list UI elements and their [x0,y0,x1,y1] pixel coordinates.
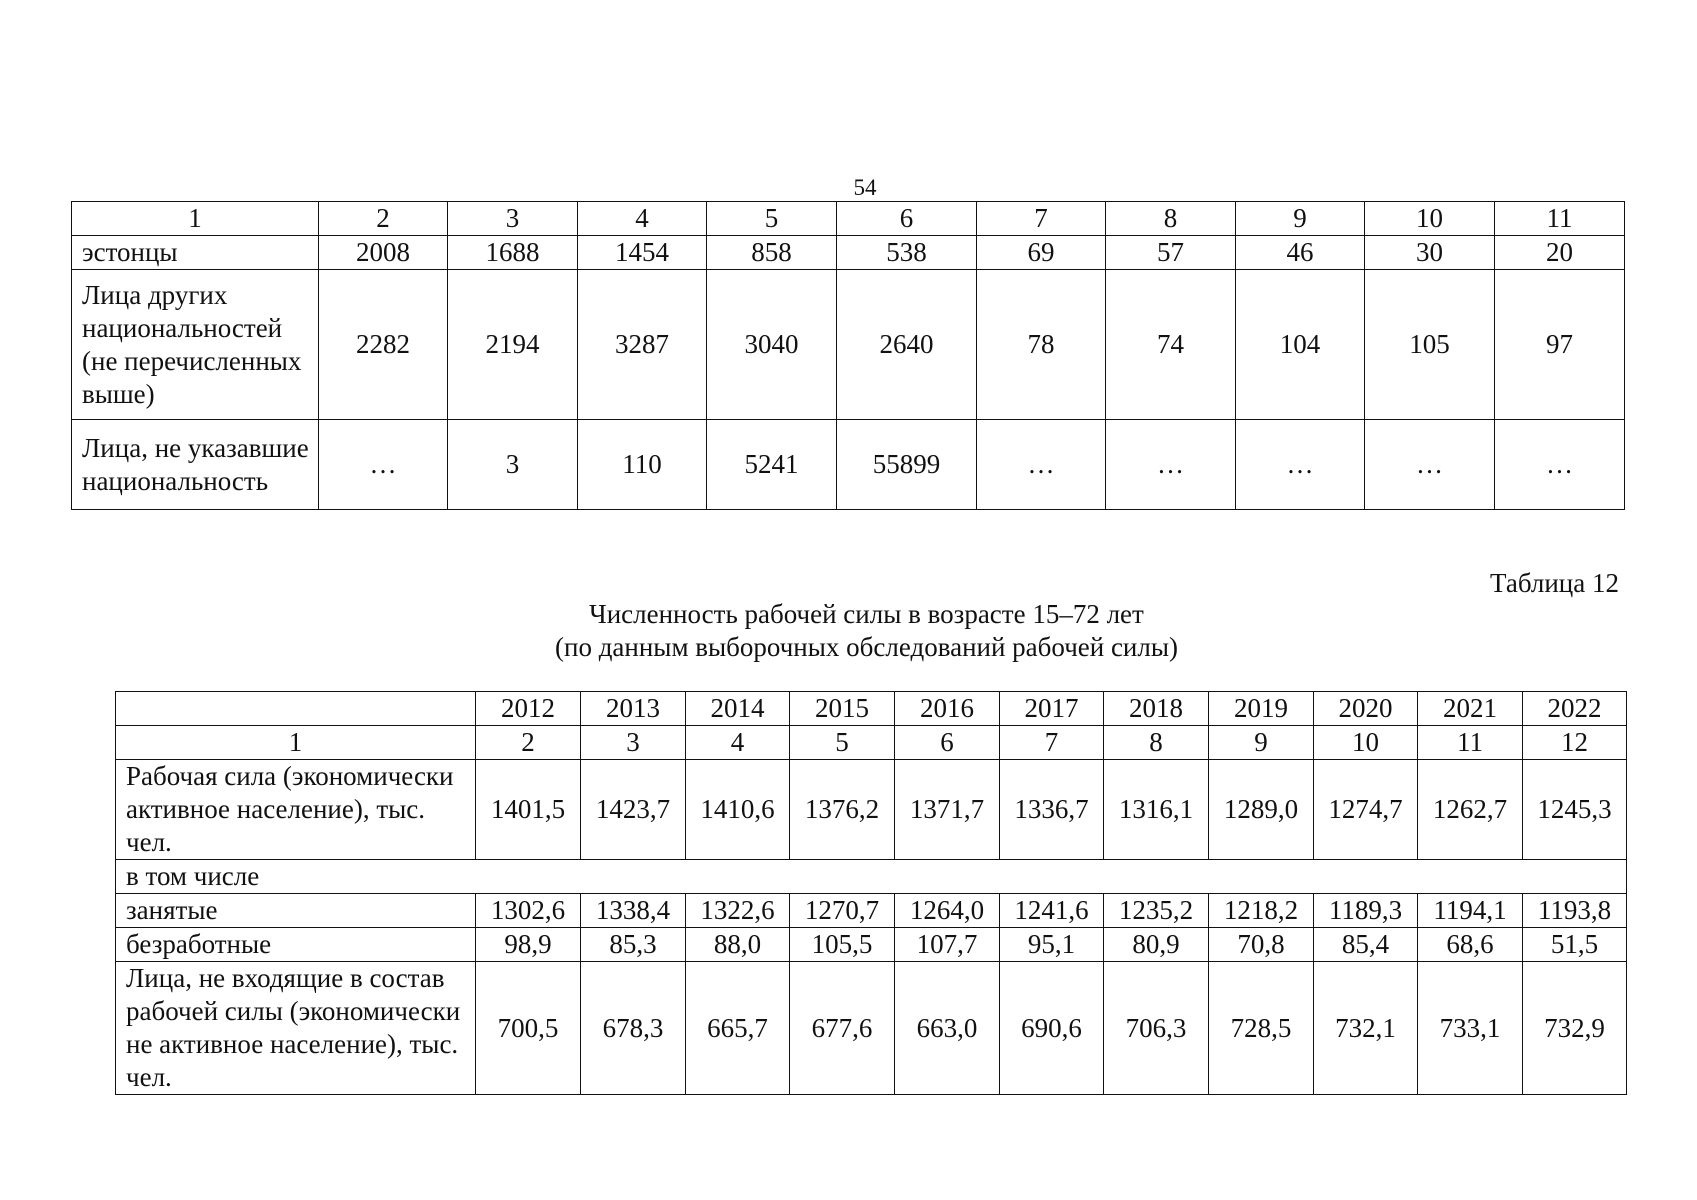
row-label: Лица, не входящие в состав рабочей силы (экономически не активное население), тыс. чел. [116,962,476,1095]
table-row [116,962,1627,1095]
table-cell: 1218,2 [1209,894,1314,928]
table-cell: 1336,7 [1000,760,1104,860]
table-cell: 1316,1 [1104,760,1209,860]
year-header: 2018 [1104,692,1209,726]
table-2-column-number: 4 [686,726,790,760]
table-cell: 68,6 [1418,928,1523,962]
year-header: 2017 [1000,692,1104,726]
table-cell: 80,9 [1104,928,1209,962]
table-2-column-number: 3 [581,726,686,760]
table-1-column-number: 2 [319,202,448,236]
table-2-column-number: 8 [1104,726,1209,760]
labor-force-table [115,691,1627,1095]
table-cell: 1289,0 [1209,760,1314,860]
table-cell: 1264,0 [895,894,1000,928]
table-1-column-number: 9 [1236,202,1365,236]
table-1-column-number: 1 [72,202,319,236]
row-label: в том числе [116,860,1627,894]
table-cell: 85,4 [1314,928,1418,962]
table-2-year-row [116,692,1627,726]
table-2-column-number: 6 [895,726,1000,760]
table-1-column-number: 3 [448,202,578,236]
table-cell: 78 [977,270,1106,420]
table-2-column-number: 1 [116,726,476,760]
table-1-column-number: 4 [578,202,707,236]
table-1-column-number: 7 [977,202,1106,236]
table-cell: 1338,4 [581,894,686,928]
table-cell: 3 [448,420,578,510]
table-cell: 70,8 [1209,928,1314,962]
year-header: 2022 [1523,692,1627,726]
table-cell: 732,9 [1523,962,1627,1095]
table-cell: 1193,8 [1523,894,1627,928]
table-2-column-number: 10 [1314,726,1418,760]
table-cell: 706,3 [1104,962,1209,1095]
table-cell: 57 [1106,236,1236,270]
row-label: безработные [116,928,476,962]
table-1-header-row [72,202,1625,236]
table-cell: 677,6 [790,962,895,1095]
table-cell: 690,6 [1000,962,1104,1095]
table-cell: 1302,6 [476,894,581,928]
row-label: эстонцы [72,236,319,270]
table-row [72,236,1625,270]
table-title-line-1: Численность рабочей силы в возрасте 15–72 лет [589,599,1144,629]
table-cell: 1410,6 [686,760,790,860]
table-2-column-number: 9 [1209,726,1314,760]
table-number: Таблица 12 [1490,568,1619,598]
table-1-column-number: 10 [1365,202,1495,236]
table-cell: 1688 [448,236,578,270]
table-cell: 1235,2 [1104,894,1209,928]
table-cell: 105,5 [790,928,895,962]
year-header: 2020 [1314,692,1418,726]
table-1-column-number: 5 [707,202,837,236]
year-header: 2015 [790,692,895,726]
nationality-table-continued [71,201,1625,510]
table-cell: 88,0 [686,928,790,962]
table-2-column-number: 2 [476,726,581,760]
table-cell: 663,0 [895,962,1000,1095]
table-cell: … [1495,420,1625,510]
table-row [72,270,1625,420]
table-cell: … [1365,420,1495,510]
table-cell: 30 [1365,236,1495,270]
table-cell: 3287 [578,270,707,420]
table-row [116,928,1627,962]
empty-corner-cell [116,692,476,726]
table-cell: 55899 [837,420,977,510]
table-cell: 1194,1 [1418,894,1523,928]
table-cell: 74 [1106,270,1236,420]
table-cell: 1262,7 [1418,760,1523,860]
table-cell: 1401,5 [476,760,581,860]
table-cell: 105 [1365,270,1495,420]
row-label: Лица, не указавшие национальность [72,420,319,510]
table-cell: 98,9 [476,928,581,962]
page-number: 54 [853,175,877,200]
table-cell: 3040 [707,270,837,420]
table-cell: 1371,7 [895,760,1000,860]
table-1-column-number: 6 [837,202,977,236]
table-cell: 20 [1495,236,1625,270]
table-cell: 51,5 [1523,928,1627,962]
table-1-column-number: 11 [1495,202,1625,236]
table-cell: 732,1 [1314,962,1418,1095]
table-1-column-number: 8 [1106,202,1236,236]
table-cell: 46 [1236,236,1365,270]
table-cell: 69 [977,236,1106,270]
year-header: 2019 [1209,692,1314,726]
table-cell: … [1236,420,1365,510]
table-row [116,760,1627,860]
table-cell: 2008 [319,236,448,270]
table-cell: … [319,420,448,510]
table-cell: 1454 [578,236,707,270]
table-cell: 2194 [448,270,578,420]
table-cell: 1423,7 [581,760,686,860]
table-cell: 2640 [837,270,977,420]
row-label: занятые [116,894,476,928]
table-cell: 97 [1495,270,1625,420]
table-cell: 2282 [319,270,448,420]
table-2-column-number-row [116,726,1627,760]
table-cell: 1274,7 [1314,760,1418,860]
table-cell: … [977,420,1106,510]
table-2-column-number: 7 [1000,726,1104,760]
table-row [116,894,1627,928]
table-cell: 85,3 [581,928,686,962]
table-cell: 1189,3 [1314,894,1418,928]
section-row [116,860,1627,894]
table-cell: 733,1 [1418,962,1523,1095]
table-cell: 858 [707,236,837,270]
table-cell: 700,5 [476,962,581,1095]
table-title [0,598,1697,664]
table-cell: 665,7 [686,962,790,1095]
table-cell: 5241 [707,420,837,510]
table-2-column-number: 11 [1418,726,1523,760]
table-row [72,420,1625,510]
year-header: 2021 [1418,692,1523,726]
table-cell: 95,1 [1000,928,1104,962]
table-cell: 1322,6 [686,894,790,928]
table-cell: 104 [1236,270,1365,420]
table-cell: 1376,2 [790,760,895,860]
table-title-line-2: (по данным выборочных обследований рабочей силы) [555,632,1178,662]
table-cell: 1241,6 [1000,894,1104,928]
table-2-column-number: 12 [1523,726,1627,760]
table-cell: 678,3 [581,962,686,1095]
table-cell: 728,5 [1209,962,1314,1095]
table-cell: 107,7 [895,928,1000,962]
row-label: Лица других национальностей (не перечисленных выше) [72,270,319,420]
year-header: 2016 [895,692,1000,726]
year-header: 2012 [476,692,581,726]
row-label: Рабочая сила (экономически активное население), тыс. чел. [116,760,476,860]
table-cell: … [1106,420,1236,510]
year-header: 2014 [686,692,790,726]
table-cell: 1245,3 [1523,760,1627,860]
year-header: 2013 [581,692,686,726]
table-2-column-number: 5 [790,726,895,760]
table-cell: 538 [837,236,977,270]
table-cell: 1270,7 [790,894,895,928]
table-cell: 110 [578,420,707,510]
